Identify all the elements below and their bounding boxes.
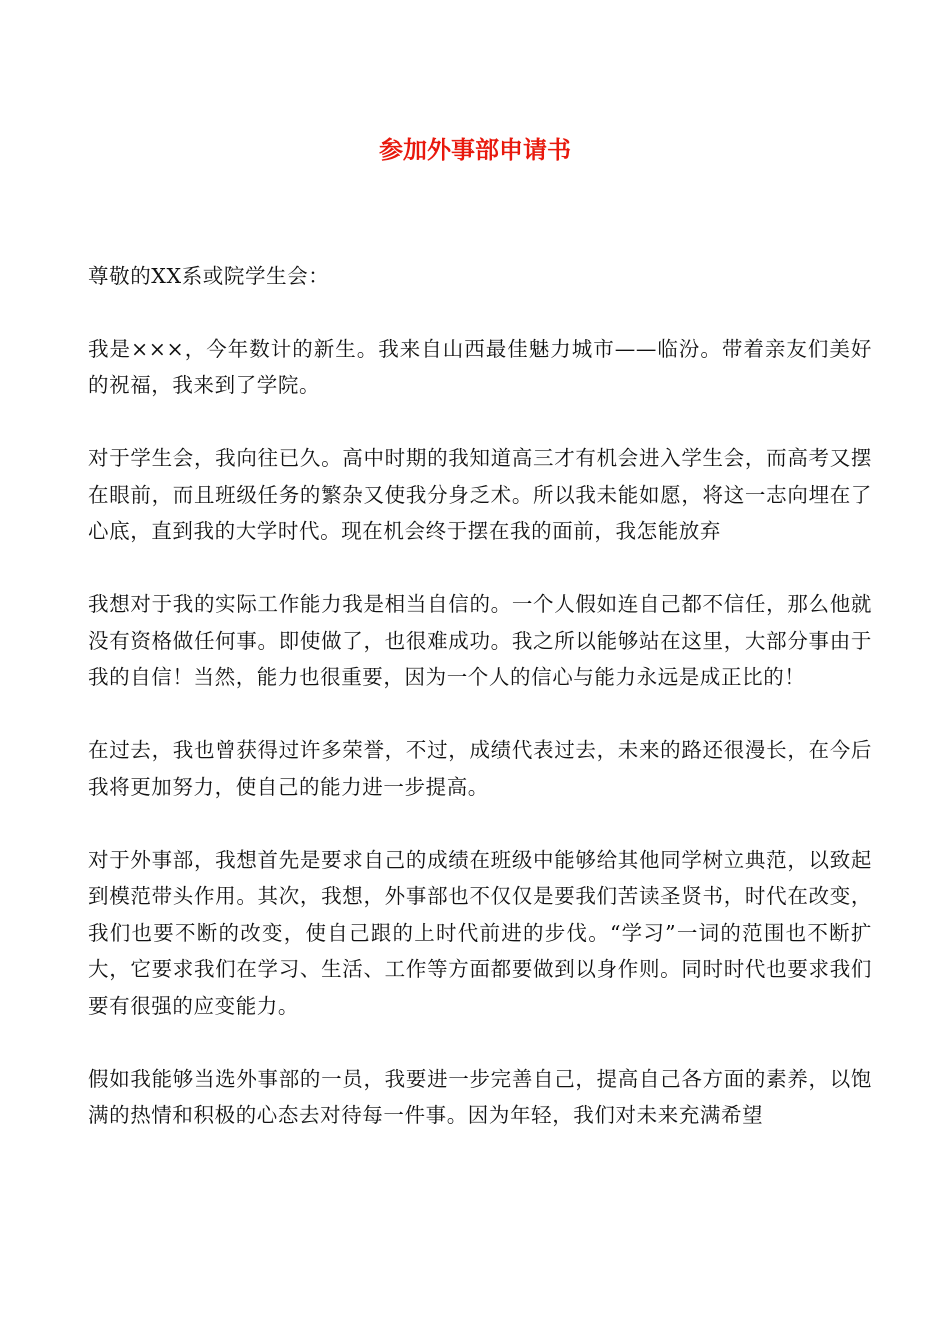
paragraph-6: 假如我能够当选外事部的一员，我要进一步完善自己，提高自己各方面的素养，以饱满的热情和积极的心态去对待每一件事。因为年轻，我们对未来充满希望 (88, 1066, 872, 1127)
salutation: 尊敬的XX系或院学生会： (88, 264, 330, 288)
paragraph-5: 对于外事部，我想首先是要求自己的成绩在班级中能够给其他同学树立典范，以致起到模范带头作用。其次，我想，外事部也不仅仅是要我们苦读圣贤书，时代在改变，我们也要不断的改变，使自己跟的上时代前进的步伐。“学习”一词的范围也不断扩大，它要求我们在学习、生活、工作等方面都要做到以身作则。同时时代也要求我们要有很强的应变能力。 (88, 847, 872, 1018)
paragraph-3: 我想对于我的实际工作能力我是相当自信的。一个人假如连自己都不信任，那么他就没有资格做任何事。即使做了，也很难成功。我之所以能够站在这里，大部分事由于我的自信！当然，能力也很重要，因为一个人的信心与能力永远是成正比的！ (88, 592, 872, 689)
paragraph-4: 在过去，我也曾获得过许多荣誉，不过，成绩代表过去，未来的路还很漫长，在今后我将更加努力，使自己的能力进一步提高。 (88, 738, 872, 799)
page-title: 参加外事部申请书 (379, 136, 571, 164)
paragraph-1: 我是×××，今年数计的新生。我来自山西最佳魅力城市——临汾。带着亲友们美好的祝福，我来到了学院。 (88, 336, 872, 397)
paragraph-2: 对于学生会，我向往已久。高中时期的我知道高三才有机会进入学生会，而高考又摆在眼前，而且班级任务的繁杂又使我分身乏术。所以我未能如愿，将这一志向埋在了心底，直到我的大学时代。现在机会终于摆在我的面前，我怎能放弃 (88, 446, 872, 543)
document-body (88, 258, 872, 1170)
